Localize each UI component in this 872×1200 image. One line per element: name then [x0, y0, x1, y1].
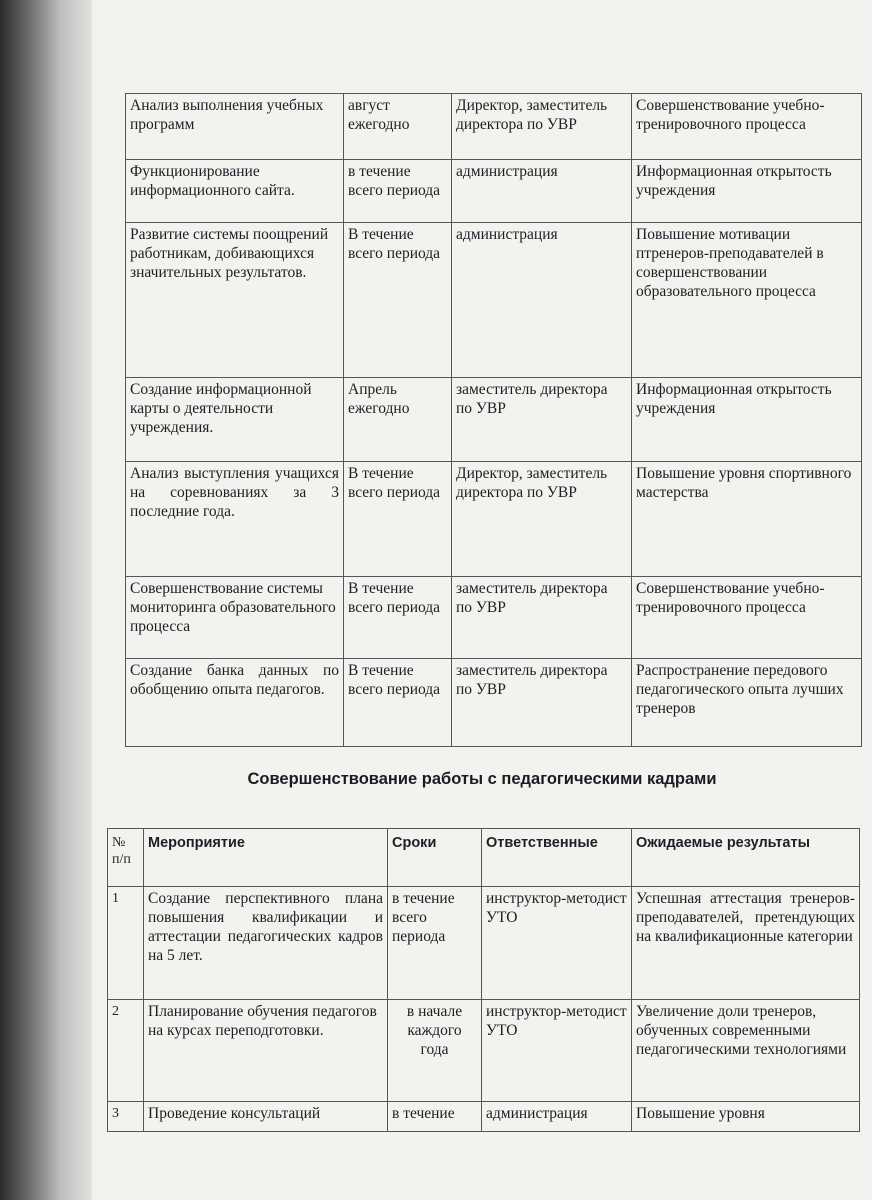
header-responsible: Ответственные [482, 829, 632, 887]
responsible-cell: инструктор-методист УТО [482, 1000, 632, 1102]
result-cell: Повышение мотивации птренеров-преподавателей в совершенствовании образовательного процесса [632, 223, 862, 378]
timing-cell: в течение всего периода [344, 160, 452, 223]
event-cell: Создание банка данных по обобщению опыта педагогов. [126, 659, 344, 747]
event-cell: Развитие системы поощрений работникам, добивающихся значительных результатов. [126, 223, 344, 378]
num-cell: 3 [108, 1102, 144, 1132]
timing-cell: В течение всего периода [344, 659, 452, 747]
result-cell: Информационная открытость учреждения [632, 378, 862, 462]
event-cell: Создание перспективного плана повышения квалификации и аттестации педагогических кадров на 5 лет. [144, 887, 388, 1000]
timing-cell: в течение всего периода [388, 887, 482, 1000]
table-row [126, 462, 862, 577]
event-cell: Функционирование информационного сайта. [126, 160, 344, 223]
binding-shadow [0, 0, 92, 1200]
section-heading: Совершенствование работы с педагогическими кадрами [247, 770, 717, 788]
header-timing: Сроки [388, 829, 482, 887]
responsible-cell: заместитель директора по УВР [452, 378, 632, 462]
event-cell: Анализ выполнения учебных программ [126, 94, 344, 160]
responsible-cell: администрация [452, 160, 632, 223]
responsible-cell: заместитель директора по УВР [452, 577, 632, 659]
header-num: № п/п [108, 829, 144, 887]
responsible-cell: администрация [482, 1102, 632, 1132]
event-cell: Планирование обучения педагогов на курсах переподготовки. [144, 1000, 388, 1102]
result-cell: Распространение передового педагогического опыта лучших тренеров [632, 659, 862, 747]
event-cell: Совершенствование системы мониторинга образовательного процесса [126, 577, 344, 659]
timing-cell: август ежегодно [344, 94, 452, 160]
page-content [92, 0, 872, 1200]
result-cell: Повышение уровня [632, 1102, 860, 1132]
table-row [126, 659, 862, 747]
table-row [108, 887, 860, 1000]
table-row [126, 94, 862, 160]
result-cell: Совершенствование учебно-тренировочного процесса [632, 94, 862, 160]
document-page [92, 0, 872, 1200]
timing-cell: в начале каждого года [388, 1000, 482, 1102]
table-row [108, 1102, 860, 1132]
timing-cell: В течение всего периода [344, 223, 452, 378]
responsible-cell: Директор, заместитель директора по УВР [452, 94, 632, 160]
table-row [108, 1000, 860, 1102]
result-cell: Увеличение доли тренеров, обученных современными педагогическими технологиями [632, 1000, 860, 1102]
timing-cell: Апрель ежегодно [344, 378, 452, 462]
result-cell: Успешная аттестация тренеров-преподавателей, претендующих на квалификационные категории [632, 887, 860, 1000]
num-cell: 1 [108, 887, 144, 1000]
header-event: Мероприятие [144, 829, 388, 887]
event-cell: Создание информационной карты о деятельности учреждения. [126, 378, 344, 462]
event-cell: Проведение консультаций [144, 1102, 388, 1132]
table-row [126, 223, 862, 378]
num-cell: 2 [108, 1000, 144, 1102]
event-cell: Анализ выступления учащихся на соревнованиях за 3 последние года. [126, 462, 344, 577]
responsible-cell: заместитель директора по УВР [452, 659, 632, 747]
table-row [126, 378, 862, 462]
table-row [126, 577, 862, 659]
timing-cell: В течение всего периода [344, 577, 452, 659]
timing-cell: в течение [388, 1102, 482, 1132]
timing-cell: В течение всего периода [344, 462, 452, 577]
result-cell: Совершенствование учебно-тренировочного процесса [632, 577, 862, 659]
table-header-row [108, 829, 860, 887]
header-result: Ожидаемые результаты [632, 829, 860, 887]
result-cell: Повышение уровня спортивного мастерства [632, 462, 862, 577]
staff-table [107, 828, 860, 1132]
result-cell: Информационная открытость учреждения [632, 160, 862, 223]
table-row [126, 160, 862, 223]
responsible-cell: администрация [452, 223, 632, 378]
responsible-cell: инструктор-методист УТО [482, 887, 632, 1000]
responsible-cell: Директор, заместитель директора по УВР [452, 462, 632, 577]
activities-table [125, 93, 862, 747]
